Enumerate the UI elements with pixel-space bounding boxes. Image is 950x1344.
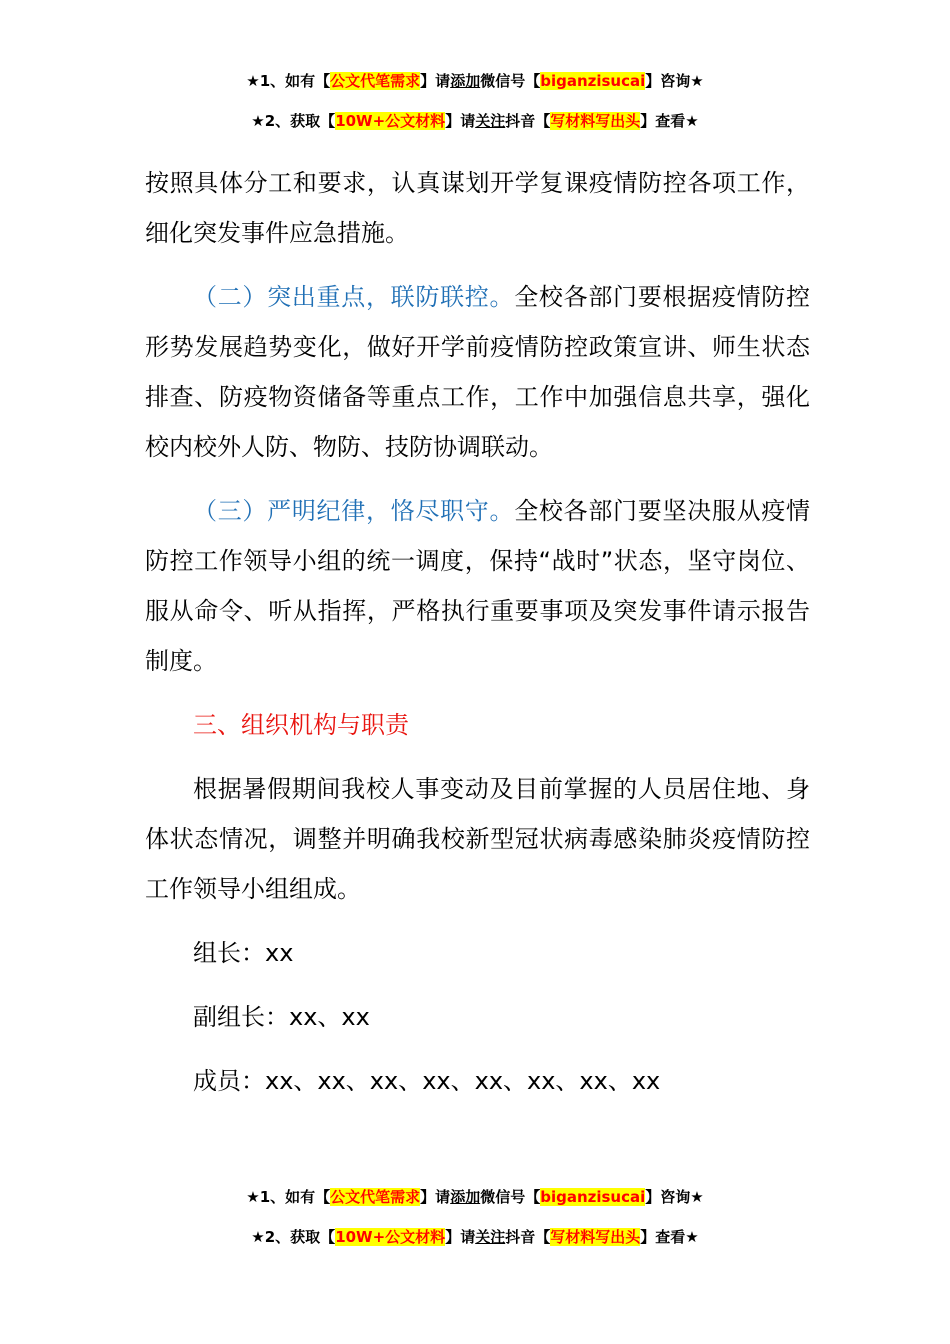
banner-text: 】请	[420, 1188, 451, 1206]
banner-text: 】请	[445, 1228, 476, 1246]
banner-text: 微信号【	[480, 1188, 541, 1206]
paragraph-2-text: 全校各部门要根据疫情防控形势发展趋势变化，做好开学前疫情防控政策宣讲、师生状态排查、防疫物资储备等重点工作，工作中加强信息共享，强化校内校外人防、物防、技防协调联动。	[145, 283, 811, 461]
banner-highlight: biganzisucai	[540, 1188, 646, 1206]
header-banner-line-1	[0, 70, 950, 92]
paragraph-3-text: 全校各部门要坚决服从疫情防控工作领导小组的统一调度，保持“战时”状态，坚守岗位、服从命令、听从指挥，严格执行重要事项及突发事件请示报告制度。	[145, 497, 811, 675]
banner-highlight: biganzisucai	[540, 72, 646, 90]
footer-banner-line-2	[0, 1226, 950, 1248]
banner-highlight: 10W+公文材料	[335, 1228, 446, 1246]
banner-text: 】请	[420, 72, 451, 90]
banner-highlight: 公文代笔需求	[330, 1188, 421, 1206]
header-banner-line-2	[0, 110, 950, 132]
paragraph-4: 根据暑假期间我校人事变动及目前掌握的人员居住地、身体状态情况，调整并明确我校新型冠状病毒感染肺炎疫情防控工作领导小组组成。	[145, 775, 810, 903]
banner-text: 】咨询★	[645, 72, 704, 90]
banner-text: ★1、如有【	[246, 72, 331, 90]
subsection-heading-2: （二）突出重点，联防联控。	[193, 283, 515, 311]
document-body	[145, 158, 810, 1106]
banner-highlight: 写材料写出头	[550, 1228, 641, 1246]
section-3-title: 三、组织机构与职责	[193, 711, 409, 739]
banner-text: 抖音【	[505, 1228, 551, 1246]
banner-text: ★1、如有【	[246, 1188, 331, 1206]
banner-highlight: 写材料写出头	[550, 112, 641, 130]
paragraph-1: 按照具体分工和要求，认真谋划开学复课疫情防控各项工作，细化突发事件应急措施。	[145, 169, 810, 247]
banner-text: 】查看★	[640, 1228, 699, 1246]
footer-banner-line-1	[0, 1186, 950, 1208]
banner-text: 】请	[445, 112, 476, 130]
paragraph-3	[145, 486, 810, 686]
banner-text: 】咨询★	[645, 1188, 704, 1206]
banner-text: 抖音【	[505, 112, 551, 130]
vice-leader-line: 副组长：xx、xx	[193, 1003, 370, 1031]
leader-line: 组长：xx	[193, 939, 294, 967]
paragraph-2	[145, 272, 810, 472]
banner-underline: 添加	[450, 1188, 481, 1206]
banner-highlight: 10W+公文材料	[335, 112, 446, 130]
banner-highlight: 公文代笔需求	[330, 72, 421, 90]
banner-text: 】查看★	[640, 112, 699, 130]
banner-text: ★2、获取【	[251, 1228, 336, 1246]
members-line: 成员：xx、xx、xx、xx、xx、xx、xx、xx	[193, 1067, 661, 1095]
subsection-heading-3: （三）严明纪律，恪尽职守。	[193, 497, 515, 525]
banner-underline: 关注	[475, 112, 506, 130]
banner-text: 微信号【	[480, 72, 541, 90]
banner-underline: 关注	[475, 1228, 506, 1246]
banner-text: ★2、获取【	[251, 112, 336, 130]
banner-underline: 添加	[450, 72, 481, 90]
